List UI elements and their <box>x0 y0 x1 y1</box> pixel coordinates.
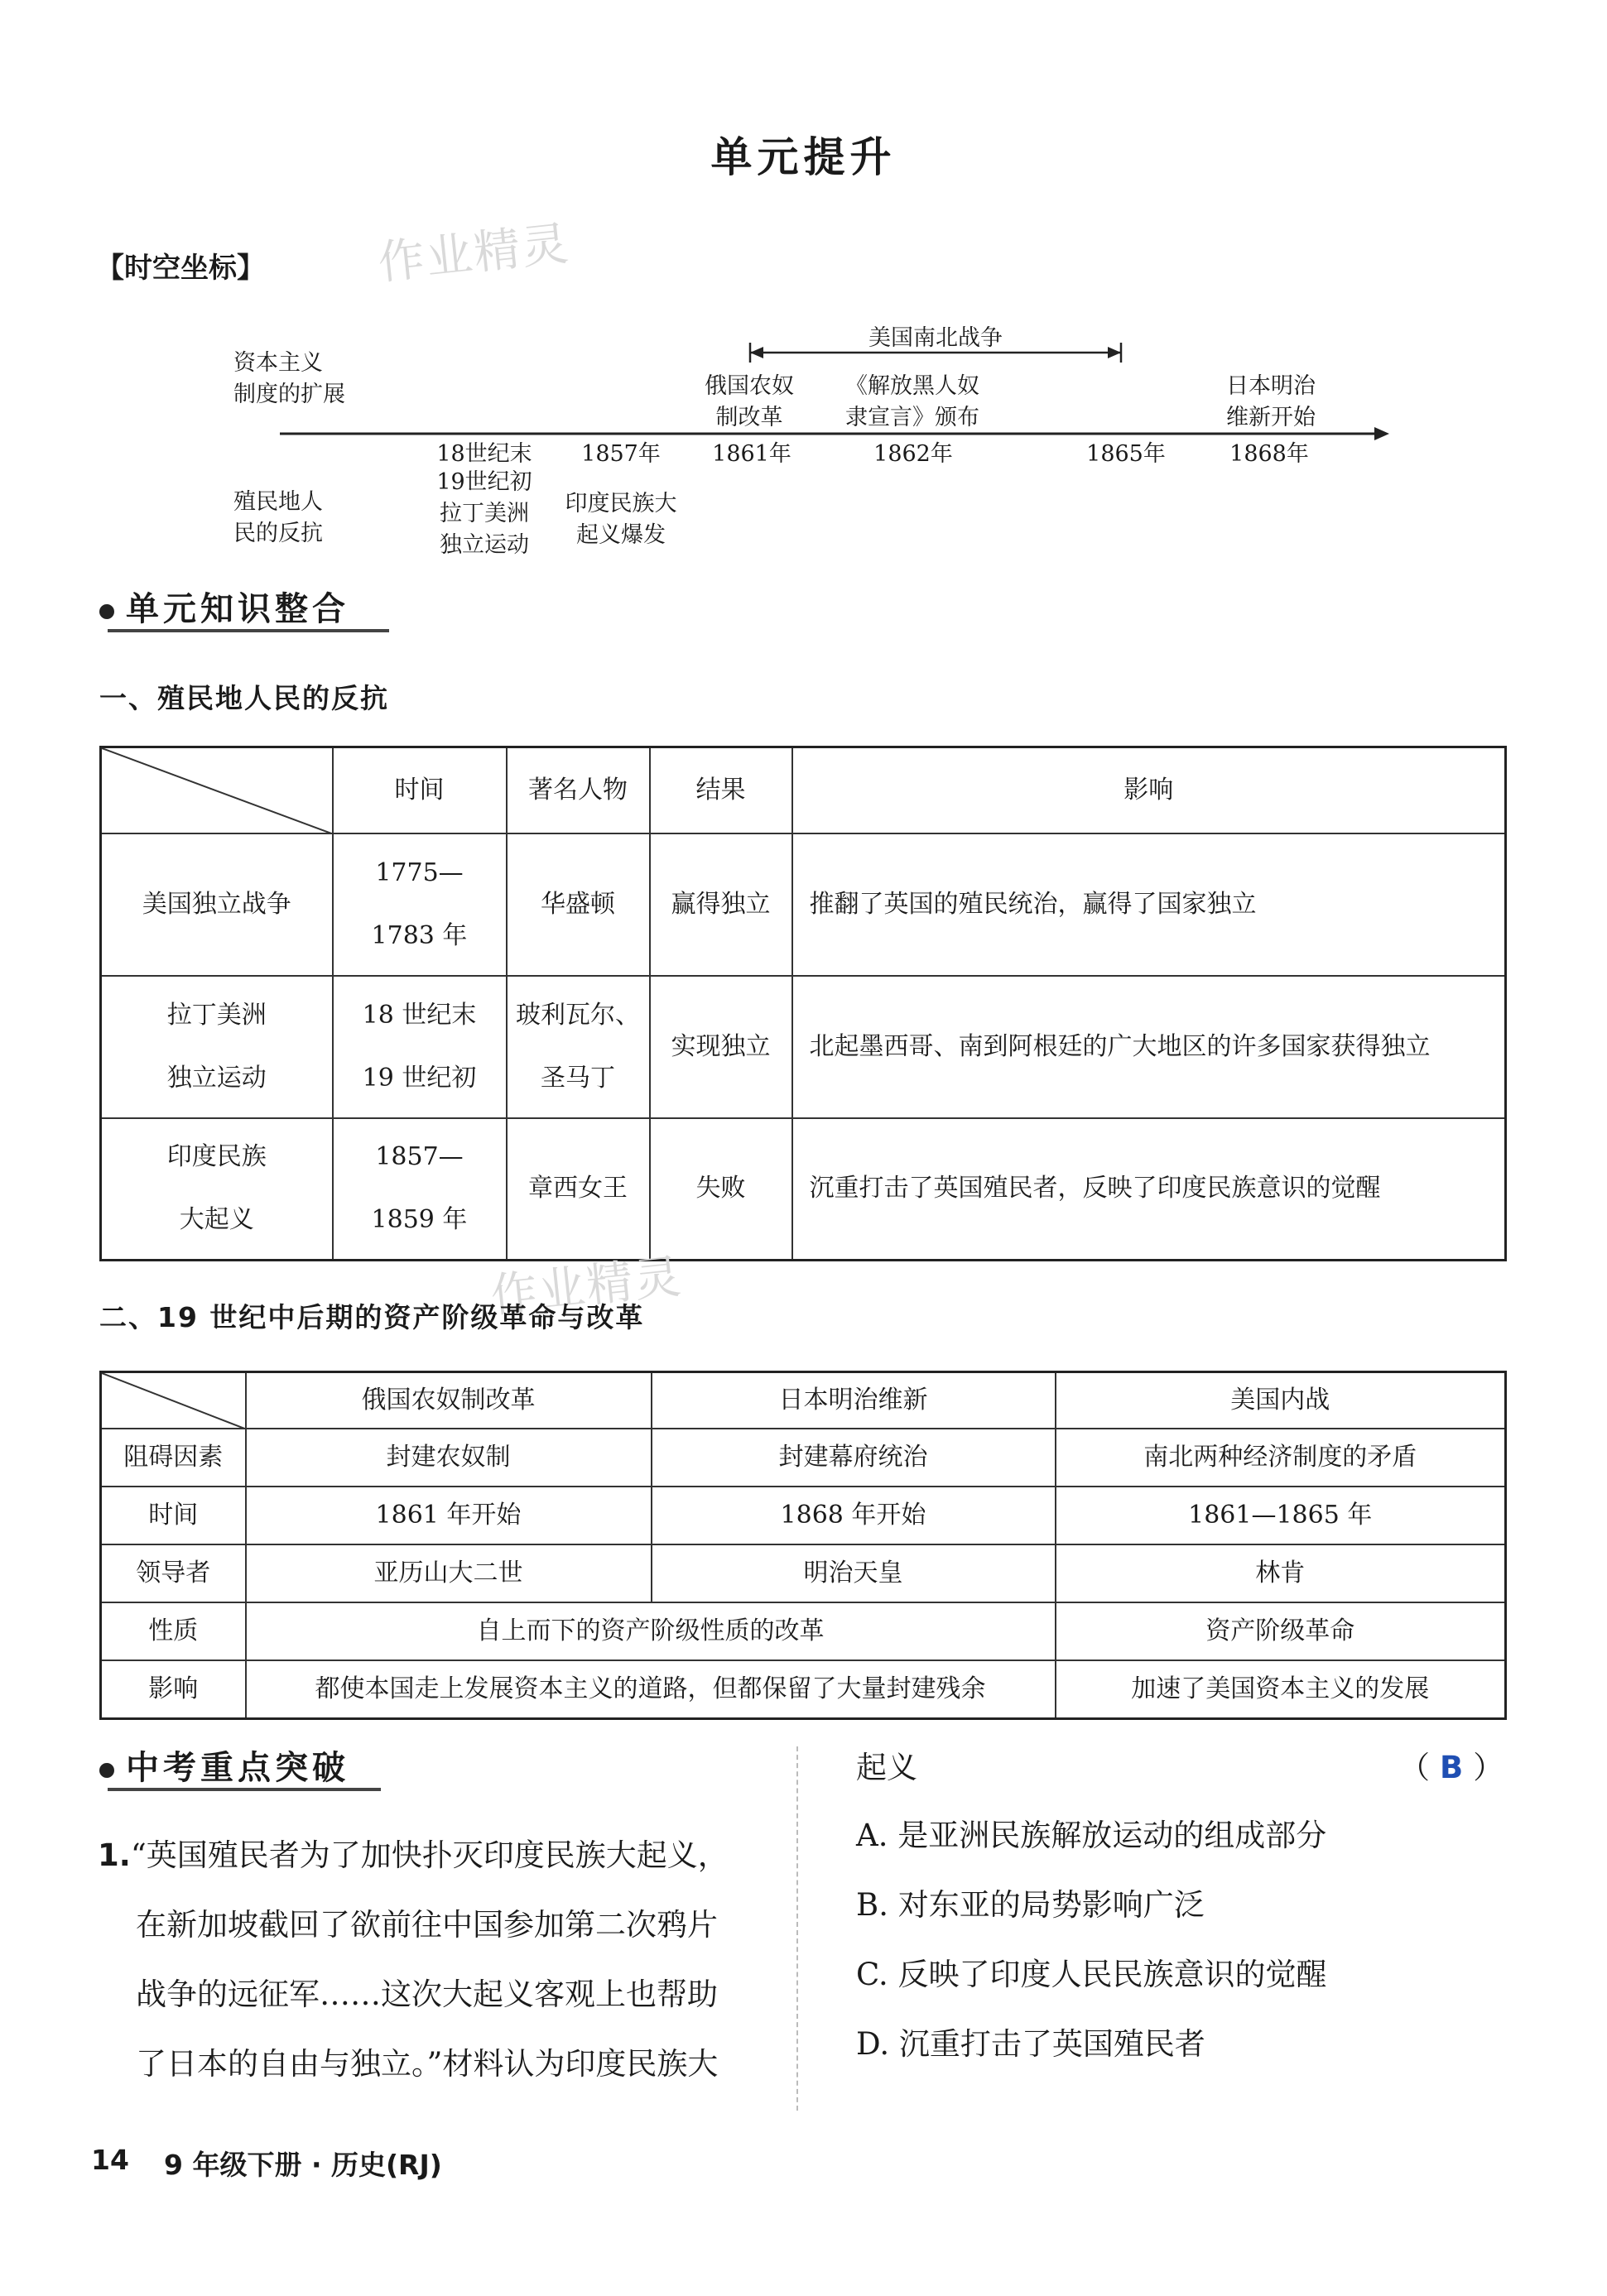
event-russia-reform: 俄国农奴 制改革 <box>705 373 794 430</box>
subheading-bourgeois-revolutions: 二、19 世纪中后期的资产阶级革命与改革 <box>99 1301 645 1333</box>
table-header-row <box>101 1372 1506 1429</box>
table-row: 性质 自上而下的资产阶级性质的改革 资产阶级革命 <box>101 1602 1506 1660</box>
timeline-top-label: 资本主义 制度的扩展 <box>233 350 345 407</box>
row-person: 章西女王 <box>507 1118 650 1261</box>
year-18c-end: 18世纪末 <box>436 441 532 467</box>
table-corner-cell <box>101 747 333 833</box>
event-india-uprising: 印度民族大 起义爆发 <box>565 491 677 548</box>
watermark: 作业精灵 <box>375 217 573 291</box>
row-label: 领导者 <box>101 1544 246 1602</box>
question-number: 1. <box>98 1837 131 1873</box>
row-person: 华盛顿 <box>507 833 650 976</box>
header-impact: 影响 <box>792 747 1506 833</box>
answer-bracket: （ B ） <box>1399 1750 1504 1785</box>
option-b: B. 对东亚的局势影响广泛 <box>856 1887 1205 1923</box>
row-person: 玻利瓦尔、 圣马丁 <box>507 976 650 1118</box>
row-time: 18 世纪末 19 世纪初 <box>333 976 507 1118</box>
option-c: C. 反映了印度人民民族意识的觉醒 <box>856 1957 1327 1992</box>
section-dot <box>99 604 114 619</box>
header-russia: 俄国农奴制改革 <box>246 1372 652 1429</box>
header-person: 著名人物 <box>507 747 650 833</box>
section-underline <box>108 629 389 632</box>
page-title: 单元提升 <box>710 132 897 181</box>
row-name: 美国独立战争 <box>101 833 333 976</box>
event-emancipation: 《解放黑人奴 隶宣言》颁布 <box>845 373 979 430</box>
option-d: D. 沉重打击了英国殖民者 <box>856 2026 1205 2062</box>
header-time: 时间 <box>333 747 507 833</box>
section-tag: 【时空坐标】 <box>96 252 265 285</box>
table-row <box>101 1118 1506 1261</box>
header-usa: 美国内战 <box>1056 1372 1506 1429</box>
answer-value: B <box>1440 1750 1464 1785</box>
section-heading-exam: 中考重点突破 <box>126 1749 349 1787</box>
column-divider <box>796 1746 800 2111</box>
year-1857: 1857年 <box>581 441 661 467</box>
event-meiji: 日本明治 维新开始 <box>1226 373 1316 430</box>
header-japan: 日本明治维新 <box>652 1372 1056 1429</box>
row-time: 1775— 1783 年 <box>333 833 507 976</box>
row-label: 性质 <box>101 1602 246 1660</box>
table-header-row <box>101 747 1506 833</box>
timeline-bottom-label: 殖民地人 民的反抗 <box>233 489 323 546</box>
subheading-colonial-resistance: 一、殖民地人民的反抗 <box>99 682 389 714</box>
row-time: 1857— 1859 年 <box>333 1118 507 1261</box>
timeline-arrow-head <box>1374 427 1389 440</box>
table-corner-cell <box>101 1372 246 1429</box>
table-row <box>101 976 1506 1118</box>
year-1862: 1862年 <box>873 441 953 467</box>
answer-options <box>856 1801 1568 2079</box>
watermark: 作业精灵 <box>488 1250 686 1323</box>
row-impact: 沉重打击了英国殖民者，反映了印度民族意识的觉醒 <box>792 1118 1506 1261</box>
row-result: 实现独立 <box>650 976 792 1118</box>
header-result: 结果 <box>650 747 792 833</box>
row-label: 影响 <box>101 1660 246 1718</box>
book-info: 9 年级下册 · 历史(RJ) <box>164 2149 442 2181</box>
row-impact: 推翻了英国的殖民统治，赢得了国家独立 <box>792 833 1506 976</box>
table-bourgeois-revolutions <box>99 1371 1507 1720</box>
row-name: 印度民族 大起义 <box>101 1118 333 1261</box>
table-row: 时间 1861 年开始 1868 年开始 1861—1865 年 <box>101 1487 1506 1544</box>
row-label: 时间 <box>101 1487 246 1544</box>
table-row: 影响 都使本国走上发展资本主义的道路，但都保留了大量封建残余 加速了美国资本主义的发展 <box>101 1660 1506 1718</box>
page-number: 14 <box>91 2144 129 2176</box>
row-result: 失败 <box>650 1118 792 1261</box>
row-result: 赢得独立 <box>650 833 792 976</box>
row-name: 拉丁美洲 独立运动 <box>101 976 333 1118</box>
year-1861: 1861年 <box>712 441 791 467</box>
row-impact: 北起墨西哥、南到阿根廷的广大地区的许多国家获得独立 <box>792 976 1506 1118</box>
question-1: 1.“英国殖民者为了加快扑灭印度民族大起义， 在新加坡截回了欲前往中国参加第二次鸦片 战争的远征军……这次大起义客观上也帮助 了日本的自由与独立。”材料认为印度民族大 <box>98 1837 729 2082</box>
table-row: 阻碍因素 封建农奴制 封建幕府统治 南北两种经济制度的矛盾 <box>101 1429 1506 1487</box>
section-dot <box>99 1763 114 1778</box>
table-row <box>101 833 1506 976</box>
table-row: 领导者 亚历山大二世 明治天皇 林肯 <box>101 1544 1506 1602</box>
row-label: 阻碍因素 <box>101 1429 246 1487</box>
year-1865: 1865年 <box>1086 441 1166 467</box>
option-a: A. 是亚洲民族解放运动的组成部分 <box>856 1818 1327 1853</box>
war-label: 美国南北战争 <box>868 325 1003 351</box>
timeline-graphics <box>0 0 1607 629</box>
question-continuation: 起义 <box>856 1750 917 1785</box>
table-colonial-resistance <box>99 746 1507 1261</box>
event-latin-america: 19世纪初 拉丁美洲 独立运动 <box>436 469 532 558</box>
year-1868: 1868年 <box>1229 441 1309 467</box>
section-underline <box>108 1788 381 1791</box>
section-heading-knowledge: 单元知识整合 <box>126 590 349 628</box>
